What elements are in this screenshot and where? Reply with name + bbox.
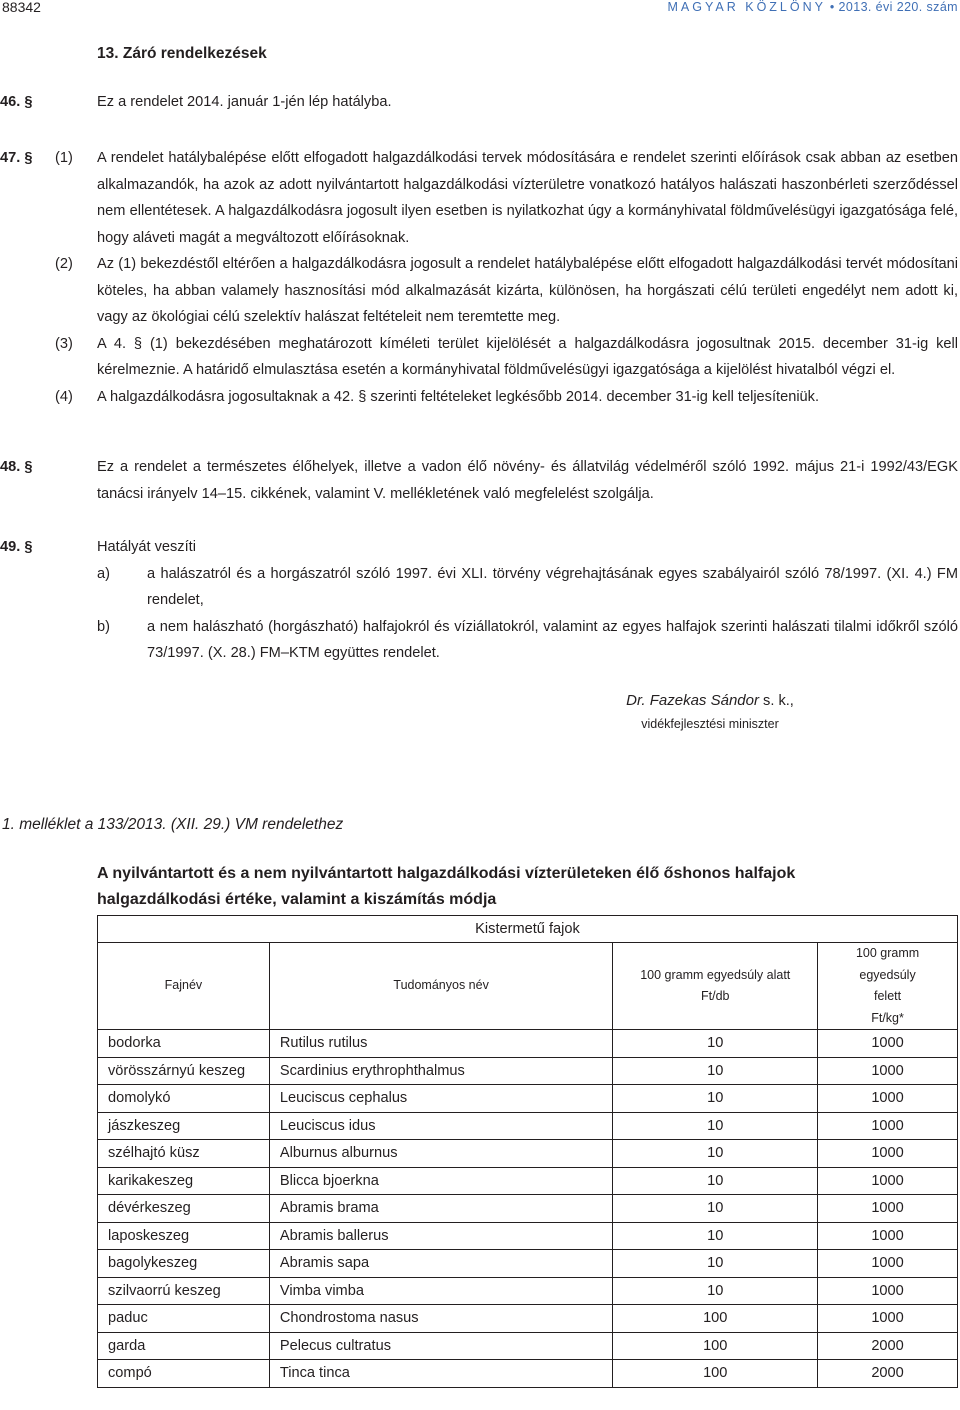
header-line: 100 gramm egyedsúly alatt <box>640 967 791 982</box>
cell-per-kg: 1000 <box>818 1250 958 1278</box>
cell-name: szélhajtó küsz <box>98 1140 270 1168</box>
paragraph-46 <box>0 89 958 116</box>
signatory-role: vidékfejlesztési miniszter <box>641 716 779 731</box>
header-line: 100 gramm <box>855 946 920 960</box>
table-row <box>98 1360 958 1388</box>
cell-latin: Tinca tinca <box>269 1360 613 1388</box>
cell-per-piece: 10 <box>613 1030 818 1058</box>
header-cell-latin: Tudományos név <box>269 943 613 1030</box>
cell-name: karikakeszeg <box>98 1167 270 1195</box>
paragraph-number: 48. § <box>0 459 33 475</box>
cell-name: bagolykeszeg <box>98 1250 270 1278</box>
cell-name: bodorka <box>98 1030 270 1058</box>
super-header-cell: Kistermetű fajok <box>98 916 958 943</box>
cell-latin: Leuciscus idus <box>269 1112 613 1140</box>
signatory-suffix: s. k., <box>758 693 794 709</box>
cell-per-kg: 1000 <box>818 1112 958 1140</box>
subsection <box>55 251 958 331</box>
table-row <box>98 1195 958 1223</box>
header-line: egyedsúly <box>859 967 916 982</box>
list-item-text: a halászatról és a horgászatról szóló 1997. évi XLI. törvény végrehajtásának egyes szabályairól szóló 78/1997. (XI. 4.) FM rendelet, <box>147 565 958 608</box>
table-row <box>98 1085 958 1113</box>
cell-per-kg: 1000 <box>818 1195 958 1223</box>
subsection-text: Az (1) bekezdéstől eltérően a halgazdálkodásra jogosult a rendelet hatálybalépése előtt elfogadott halgazdálkodási tervét módosítani köteles, ha abban valamely hasznosítási mód alkalmazását kizárta, különösen, ha horgászati célú területi engedélyt nem adott ki, vagy az ökológiai célú szelektív halászat feltételeit nem teremtette meg. <box>97 256 958 325</box>
cell-per-piece: 10 <box>613 1277 818 1305</box>
header-line: felett <box>874 989 902 1003</box>
cell-per-piece: 10 <box>613 1195 818 1223</box>
issue-number: 2013. évi 220. szám <box>838 0 958 14</box>
header-line: Ft/kg* <box>871 1010 904 1025</box>
cell-per-kg: 1000 <box>818 1277 958 1305</box>
paragraph-48 <box>0 454 958 507</box>
cell-per-kg: 1000 <box>818 1140 958 1168</box>
cell-latin: Abramis brama <box>269 1195 613 1223</box>
table-row <box>98 1112 958 1140</box>
cell-per-piece: 100 <box>613 1332 818 1360</box>
table-row <box>98 1250 958 1278</box>
cell-per-kg: 1000 <box>818 1222 958 1250</box>
cell-per-piece: 10 <box>613 1112 818 1140</box>
publication-name: MAGYAR KÖZLÖNY <box>667 0 826 14</box>
fish-value-table <box>97 915 958 1388</box>
paragraph-text: Ez a rendelet a természetes élőhelyek, illetve a vadon élő növény- és állatvilág védelméről szóló 1992. május 21-i 1992/43/EGK tanácsi irányelv 14–15. cikkének, valamint V. mellékletének való megfelelést szolgálja. <box>97 459 958 502</box>
subsection-label: (1) <box>55 150 73 166</box>
subsection-label: (3) <box>55 335 73 352</box>
table-super-header-row <box>98 916 958 943</box>
paragraph-49 <box>0 534 958 667</box>
subsection-text: A rendelet hatálybalépése előtt elfogadott halgazdálkodási tervek módosítására e rendelet szerinti előírások csak abban az esetben alkalmazandók, ha azok az adott nyilvántartott halgazdálkodási vízterületre vonatkozó hatályos halászati haszonbérleti szerződéssel nem ellentétesek. A halgazdálkodásra jogosult ilyen esetben is nyilatkozhat úgy a kormányhivatal földművelésügyi igazgatósága felé, hogy aláveti magát a megváltozott előírásoknak. <box>97 150 958 246</box>
subsection <box>55 331 958 384</box>
cell-per-kg: 1000 <box>818 1030 958 1058</box>
cell-per-kg: 1000 <box>818 1305 958 1333</box>
cell-name: vörösszárnyú keszeg <box>98 1057 270 1085</box>
cell-latin: Vimba vimba <box>269 1277 613 1305</box>
cell-name: garda <box>98 1332 270 1360</box>
table-row <box>98 1305 958 1333</box>
cell-latin: Blicca bjoerkna <box>269 1167 613 1195</box>
list-item-label: b) <box>97 618 110 635</box>
cell-latin: Chondrostoma nasus <box>269 1305 613 1333</box>
cell-per-piece: 10 <box>613 1140 818 1168</box>
paragraph-number: 47. § <box>0 150 33 166</box>
table-header-row <box>98 943 958 1030</box>
repeal-list <box>97 561 958 667</box>
cell-latin: Abramis sapa <box>269 1250 613 1278</box>
cell-per-piece: 10 <box>613 1085 818 1113</box>
paragraph-number: 46. § <box>0 94 33 110</box>
paragraph-47 <box>0 145 958 410</box>
signature-block <box>560 688 860 733</box>
cell-per-kg: 2000 <box>818 1332 958 1360</box>
header-line: Ft/db <box>701 989 730 1003</box>
cell-per-piece: 10 <box>613 1167 818 1195</box>
subsection-text: A halgazdálkodásra jogosultaknak a 42. § szerinti feltételeket legkésőbb 2014. december 31-ig kell teljesíteniük. <box>97 388 820 405</box>
cell-latin: Scardinius erythrophthalmus <box>269 1057 613 1085</box>
table-row <box>98 1030 958 1058</box>
header-cell-per-kg <box>818 943 958 1030</box>
subsection <box>55 384 958 411</box>
subsection-label: (4) <box>55 388 73 405</box>
annex-title: 1. melléklet a 133/2013. (XII. 29.) VM rendelethez <box>2 816 344 833</box>
chapter-title: 13. Záró rendelkezések <box>97 45 267 62</box>
cell-name: szilvaorrú keszeg <box>98 1277 270 1305</box>
header-cell-per-piece <box>613 943 818 1030</box>
header-bullet: • <box>829 0 835 14</box>
cell-per-kg: 1000 <box>818 1085 958 1113</box>
cell-name: dévérkeszeg <box>98 1195 270 1223</box>
cell-latin: Abramis ballerus <box>269 1222 613 1250</box>
header-cell-name: Fajnév <box>98 943 270 1030</box>
paragraph-text: Ez a rendelet 2014. január 1-jén lép hatályba. <box>97 94 392 110</box>
table-row <box>98 1222 958 1250</box>
cell-name: paduc <box>98 1305 270 1333</box>
cell-latin: Alburnus alburnus <box>269 1140 613 1168</box>
cell-per-piece: 100 <box>613 1305 818 1333</box>
cell-per-piece: 100 <box>613 1360 818 1388</box>
cell-name: domolykó <box>98 1085 270 1113</box>
paragraph-number: 49. § <box>0 539 33 555</box>
subsection-text: A 4. § (1) bekezdésében meghatározott kíméleti terület kijelölését a halgazdálkodásra jogosultnak 2015. december 31-ig kell kérelmeznie. A határidő elmulasztása esetén a kormányhivatal földművelésügyi igazgatósága a kijelölést hivatalból végzi el. <box>97 335 958 378</box>
page-number: 88342 <box>2 0 41 15</box>
cell-latin: Pelecus cultratus <box>269 1332 613 1360</box>
cell-per-piece: 10 <box>613 1250 818 1278</box>
subsection <box>55 145 958 251</box>
cell-per-kg: 2000 <box>818 1360 958 1388</box>
cell-per-kg: 1000 <box>818 1167 958 1195</box>
table-row <box>98 1140 958 1168</box>
table-row <box>98 1057 958 1085</box>
cell-latin: Rutilus rutilus <box>269 1030 613 1058</box>
table-row <box>98 1332 958 1360</box>
table-row <box>98 1167 958 1195</box>
cell-name: jászkeszeg <box>98 1112 270 1140</box>
list-item <box>97 614 958 667</box>
list-item <box>97 561 958 614</box>
cell-name: laposkeszeg <box>98 1222 270 1250</box>
subsection-list <box>55 145 958 410</box>
subsection-label: (2) <box>55 256 73 272</box>
list-item-text: a nem halászható (horgászható) halfajokról és víziállatokról, valamint az egyes halfajok szerinti halászati tilalmi időkről szóló 73/1997. (X. 28.) FM–KTM együttes rendelet. <box>147 618 958 661</box>
cell-per-kg: 1000 <box>818 1057 958 1085</box>
cell-name: compó <box>98 1360 270 1388</box>
signatory-name: Dr. Fazekas Sándor <box>626 692 759 709</box>
paragraph-lead: Hatályát veszíti <box>97 539 196 555</box>
table-row <box>98 1277 958 1305</box>
cell-per-piece: 10 <box>613 1222 818 1250</box>
cell-per-piece: 10 <box>613 1057 818 1085</box>
running-header <box>668 0 958 21</box>
list-item-label: a) <box>97 565 110 582</box>
table-title: A nyilvántartott és a nem nyilvántartott halgazdálkodási vízterületeken élő őshonos halfajok halgazdálkodási értéke, valamint a kiszámítás módja <box>97 865 796 908</box>
cell-latin: Leuciscus cephalus <box>269 1085 613 1113</box>
